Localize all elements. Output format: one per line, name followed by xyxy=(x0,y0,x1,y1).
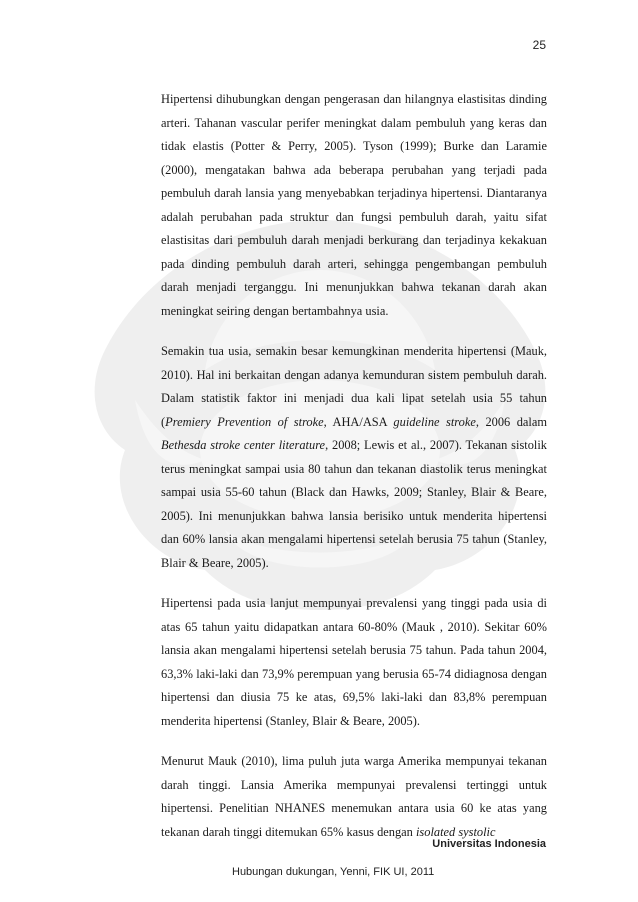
italic-text-run: Premiery Prevention of stroke xyxy=(165,414,324,429)
text-run: , 2006 dalam xyxy=(475,414,548,429)
footer-credit: Hubungan dukungan, Yenni, FIK UI, 2011 xyxy=(232,866,435,878)
paragraph xyxy=(161,750,547,844)
page-number: 25 xyxy=(532,38,546,52)
body-text xyxy=(161,88,547,861)
italic-text-run: guideline stroke xyxy=(393,414,476,429)
italic-text-run: Bethesda stroke center literature xyxy=(161,438,326,452)
italic-text-run: isolated systolic xyxy=(415,824,496,839)
text-run: Semakin tua usia, semakin besar kemungkinan menderita hipertensi (Mauk, 2010). Hal ini berkaitan dengan adanya kemunduran sistem pembuluh darah. Dalam statistik faktor ini menjadi dua kali lipat setelah usia 55 tahun ( xyxy=(161,344,547,429)
footer-university: Universitas Indonesia xyxy=(432,838,546,850)
paragraph xyxy=(161,340,547,575)
text-run: Menurut Mauk (2010), lima puluh juta warga Amerika mempunyai tekanan darah tinggi. Lansia Amerika mempunyai prevalensi tertinggi untuk hipertensi. Penelitian NHANES menemukan antara usia 60 ke atas yang tekanan darah tinggi ditemukan 65% kasus dengan xyxy=(161,754,547,839)
text-run: , AHA/ASA xyxy=(323,414,394,429)
text-run: Hipertensi pada usia lanjut mempunyai prevalensi yang tinggi pada usia di atas 65 tahun yaitu didapatkan antara 60-80% (Mauk , 2010). Sekitar 60% lansia akan mengalami hipertensi setelah berusia 75 tahun. Pada tahun 2004, 63,3% laki-laki dan 73,9% perempuan yang berusia 65-74 didiagnosa dengan hipertensi dan diusia 75 ke atas, 69,5% laki-laki dan 83,8% perempuan menderita hipertensi (Stanley, Blair & Beare, 2005). xyxy=(161,596,547,728)
text-run: Hipertensi dihubungkan dengan pengerasan dan hilangnya elastisitas dinding arteri. Tahanan vascular perifer meningkat dalam pembuluh yang keras dan tidak elastis (Potter & Perry, 2005). Tyson (1999); Burke dan Laramie (2000), mengatakan bahwa ada beberapa perubahan yang terjadi pada pembuluh darah lansia yang menyebabkan terjadinya hipertensi. Diantaranya adalah perubahan pada struktur dan fungsi pembuluh darah, yaitu sifat elastisitas dari pembuluh darah menjadi berkurang dan terjadinya kekakuan pada dinding pembuluh darah arteri, sehingga pengembangan pembuluh darah menjadi terganggu. Ini menunjukkan bahwa tekanan darah akan meningkat seiring dengan bertambahnya usia. xyxy=(161,92,547,318)
text-run: , 2008; Lewis et al., 2007). Tekanan sistolik terus meningkat sampai usia 80 tahun dan tekanan diastolik terus meningkat sampai usia 55-60 tahun (Black dan Hawks, 2009; Stanley, Blair & Beare, 2005). Ini menunjukkan bahwa lansia berisiko untuk menderita hipertensi dan 60% lansia akan mengalami hipertensi setelah berusia 75 tahun (Stanley, Blair & Beare, 2005). xyxy=(161,438,547,570)
paragraph xyxy=(161,592,547,733)
paragraph xyxy=(161,88,547,323)
